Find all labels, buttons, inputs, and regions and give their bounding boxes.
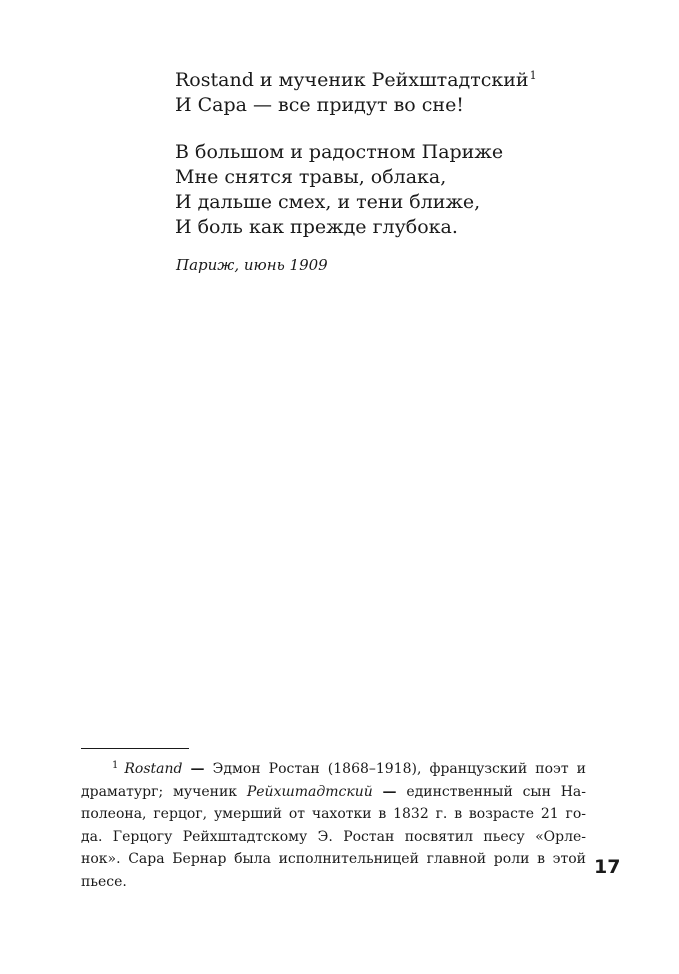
footnote-text: единственный сын На- (406, 783, 586, 800)
footnote-term: Rostand (124, 761, 183, 777)
footnote-marker: 1 (112, 760, 119, 771)
footnote-term: Рейхштадтский (246, 783, 373, 800)
poem-line (175, 68, 537, 93)
footnote-line (81, 781, 586, 804)
footnote-line: да. Герцогу Рейхштадтскому Э. Ростан посвятил пьесу «Орле- (81, 828, 586, 845)
footnote-divider (81, 748, 189, 749)
stanza-2 (175, 140, 537, 240)
footnote-text: Эдмон Ростан (1868–1918), французский поэт и (212, 761, 587, 777)
footnote-dash: — (190, 761, 205, 777)
footnote-dash: — (382, 783, 397, 800)
poem (175, 68, 537, 240)
footnote-reference: 1 (529, 69, 537, 82)
footnote (81, 758, 586, 893)
poem-line: Мне снятся травы, облака, (175, 166, 447, 188)
footnote-line: пьесе. (81, 873, 127, 890)
poem-line: В большом и радостном Париже (175, 141, 504, 163)
footnote-line (81, 758, 586, 781)
poem-dateline: Париж, июнь 1909 (176, 256, 328, 274)
poem-line: И боль как прежде глубока. (175, 216, 458, 238)
footnote-text: драматург; мученик (81, 783, 247, 800)
page-number: 17 (594, 856, 621, 878)
footnote-line: полеона, герцог, умерший от чахотки в 1832 г. в возрасте 21 го- (81, 806, 586, 822)
footnote-line: нок». Сара Бернар была исполнительницей главной роли в этой (81, 851, 586, 867)
stanza-1 (175, 68, 537, 118)
poem-line: И Сара — все придут во сне! (175, 94, 464, 116)
poem-line-text: Rostand и мученик Рейхштадтский (175, 69, 529, 91)
poem-line: И дальше смех, и тени ближе, (175, 191, 481, 213)
